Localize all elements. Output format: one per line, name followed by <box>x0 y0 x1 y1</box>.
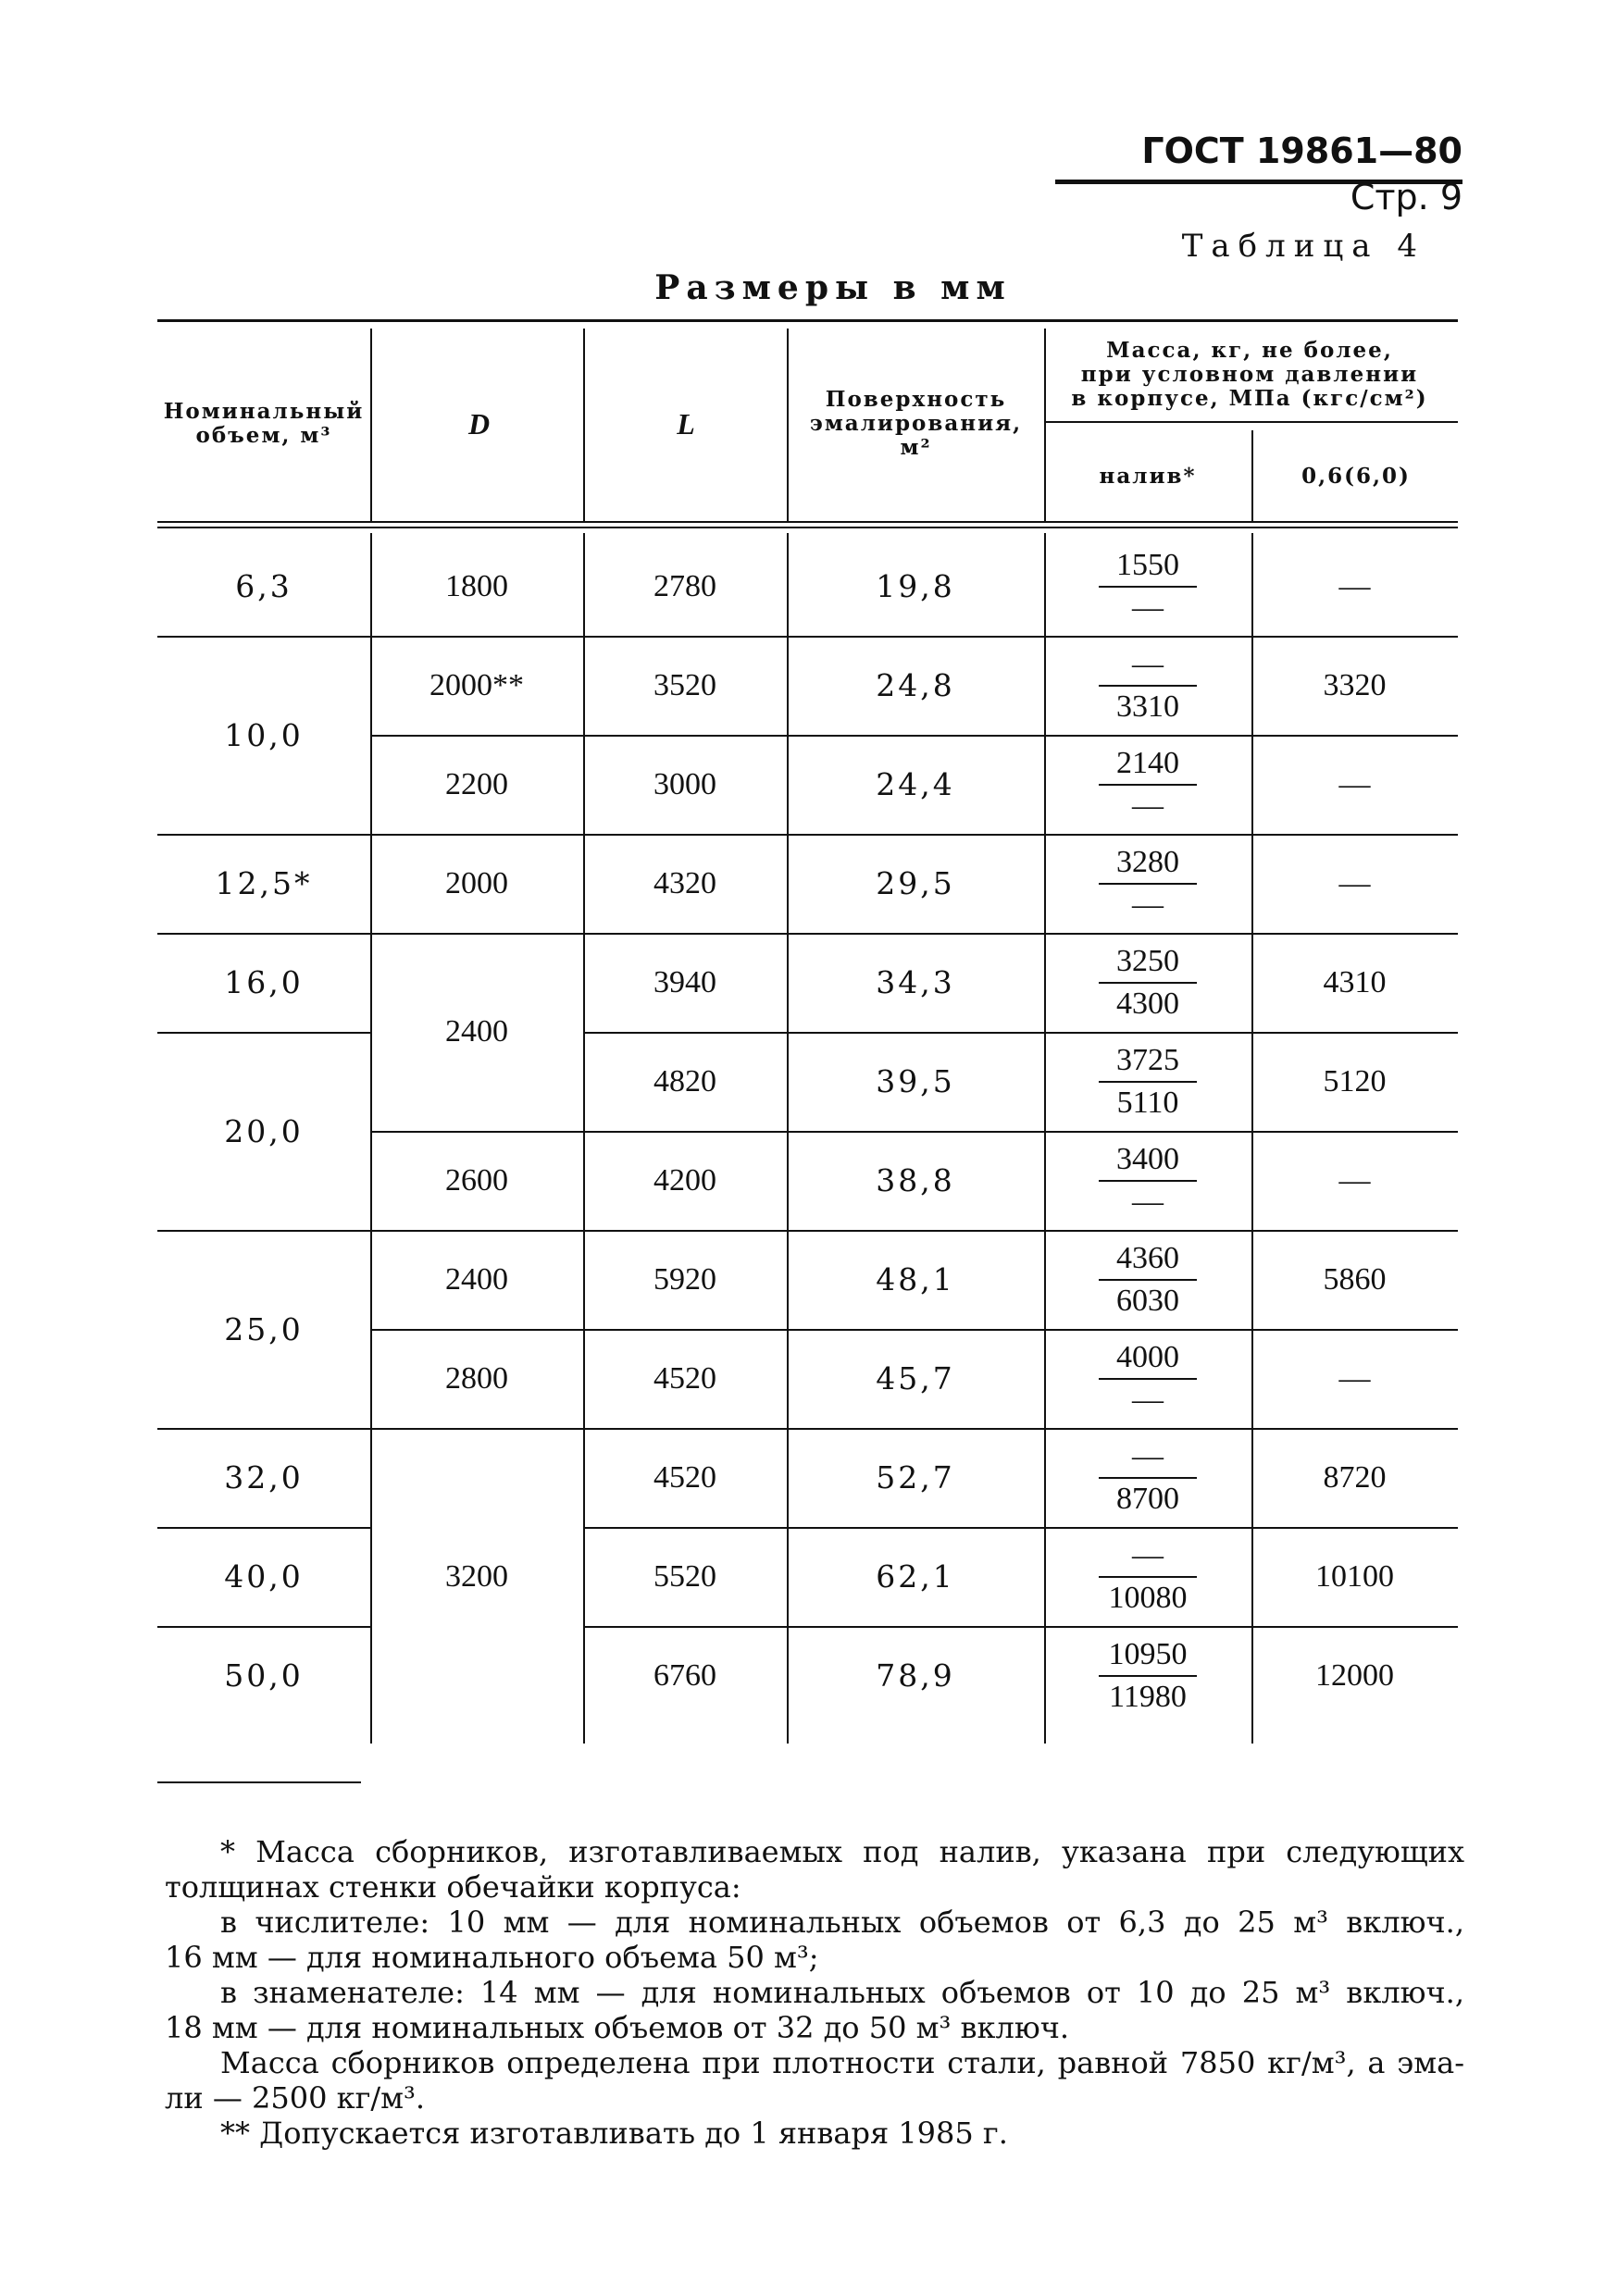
fraction-bar <box>1099 685 1197 687</box>
mass-pour-numerator: 3400 <box>1116 1141 1179 1176</box>
header-mass: Масса, кг, не более, при условном давлении в корпусе, МПа (кгс/см²) <box>1071 338 1428 411</box>
header-surface: Поверхность эмалирования, м² <box>809 387 1023 460</box>
footnote-line: толщинах стенки обечайки корпуса: <box>165 1869 741 1905</box>
length-cell: 3940 <box>653 964 716 999</box>
surface-cell: 24,8 <box>876 667 955 703</box>
diameter-cell: 2200 <box>445 766 508 801</box>
mass-pour-denominator: 11980 <box>1109 1679 1187 1714</box>
mass-pour-numerator: 4000 <box>1116 1339 1179 1374</box>
table-top-rule <box>157 319 1458 322</box>
footnote-line: * Масса сборников, изготавливаемых под налив, указана при следующих <box>220 1834 1464 1869</box>
mass-pour-numerator: — <box>1132 646 1164 681</box>
diameter-cell: 2800 <box>445 1360 508 1396</box>
mass-pour-fraction <box>1044 1230 1251 1329</box>
mass-pour-denominator: — <box>1132 788 1164 823</box>
header-volume: Номинальный объем, м³ <box>163 399 365 448</box>
surface-cell: 48,1 <box>876 1261 955 1297</box>
mass-pressure-cell: 10100 <box>1315 1558 1394 1594</box>
header-l: L <box>677 406 695 441</box>
length-cell: 3520 <box>653 667 716 702</box>
diameter-cell: 2000** <box>429 667 524 702</box>
surface-cell: 38,8 <box>876 1162 955 1198</box>
header-bottom-rule-double <box>157 527 1458 528</box>
diameter-cell: 3200 <box>445 1558 508 1594</box>
header-column-rule <box>370 329 372 521</box>
mass-pour-fraction <box>1044 537 1251 636</box>
fraction-bar <box>1099 1675 1197 1677</box>
header-mass-pour: налив* <box>1099 464 1197 489</box>
footnotes <box>165 1834 1464 2151</box>
mass-pressure-cell: — <box>1338 865 1371 900</box>
length-cell: 2780 <box>653 568 716 603</box>
mass-pour-fraction <box>1044 1626 1251 1725</box>
mass-pour-denominator: 6030 <box>1116 1283 1179 1318</box>
length-cell: 4520 <box>653 1459 716 1495</box>
length-cell: 5520 <box>653 1558 716 1594</box>
surface-cell: 34,3 <box>876 964 955 1000</box>
fraction-bar <box>1099 1279 1197 1281</box>
volume-cell: 25,0 <box>224 1310 304 1347</box>
mass-pour-fraction <box>1044 735 1251 834</box>
mass-pour-denominator: 4300 <box>1116 986 1179 1021</box>
diameter-cell: 2400 <box>445 1261 508 1297</box>
mass-pressure-cell: — <box>1338 766 1371 801</box>
mass-pour-denominator: — <box>1132 590 1164 625</box>
mass-pour-numerator: 2140 <box>1116 745 1179 780</box>
mass-pour-denominator: 3310 <box>1116 689 1179 724</box>
header-column-rule <box>583 329 585 521</box>
mass-pour-fraction <box>1044 1527 1251 1626</box>
mass-pour-denominator: 10080 <box>1108 1580 1188 1615</box>
fraction-bar <box>1099 883 1197 885</box>
surface-cell: 24,4 <box>876 766 955 802</box>
mass-pressure-cell: 5860 <box>1323 1261 1387 1297</box>
length-cell: 4820 <box>653 1063 716 1098</box>
mass-pour-numerator: 4360 <box>1116 1240 1179 1275</box>
mass-pressure-cell: 12000 <box>1315 1657 1394 1693</box>
volume-cell: 20,0 <box>224 1112 304 1149</box>
mass-pour-numerator: — <box>1132 1438 1164 1473</box>
diameter-cell: 2400 <box>445 1014 508 1049</box>
diameter-cell: 2000 <box>445 865 508 900</box>
header-column-rule <box>1044 329 1046 521</box>
footnote-line: 16 мм — для номинального объема 50 м³; <box>165 1940 819 1975</box>
mass-pour-denominator: — <box>1132 887 1164 922</box>
mass-pour-denominator: 8700 <box>1116 1481 1179 1516</box>
footnote-line: в знаменателе: 14 мм — для номинальных объемов от 10 до 25 м³ включ., <box>220 1975 1464 2010</box>
header-mass-rule <box>1044 421 1458 423</box>
mass-pour-fraction <box>1044 933 1251 1032</box>
length-cell: 4200 <box>653 1162 716 1198</box>
header-mass-pressure: 0,6(6,0) <box>1301 464 1411 489</box>
page-number: Стр. 9 <box>1350 177 1462 217</box>
mass-pour-numerator: 3725 <box>1116 1042 1179 1077</box>
volume-cell: 6,3 <box>235 568 292 604</box>
page-header <box>1055 128 1462 217</box>
volume-cell: 40,0 <box>224 1558 304 1595</box>
fraction-bar <box>1099 784 1197 786</box>
diameter-cell: 1800 <box>445 568 508 603</box>
footnote-line: в числителе: 10 мм — для номинальных объемов от 6,3 до 25 м³ включ., <box>220 1905 1464 1940</box>
fraction-bar <box>1099 982 1197 984</box>
volume-cell: 32,0 <box>224 1459 304 1496</box>
length-cell: 4520 <box>653 1360 716 1396</box>
mass-pressure-cell: — <box>1338 1360 1371 1396</box>
mass-pressure-cell: — <box>1338 1162 1371 1198</box>
mass-pour-fraction <box>1044 636 1251 735</box>
diameter-cell: 2600 <box>445 1162 508 1198</box>
volume-cell: 10,0 <box>224 716 304 753</box>
volume-cell: 16,0 <box>224 964 304 1000</box>
mass-pour-fraction <box>1044 1428 1251 1527</box>
header-d: D <box>467 406 491 441</box>
mass-pour-numerator: — <box>1132 1537 1164 1572</box>
mass-pour-denominator: — <box>1132 1184 1164 1219</box>
length-cell: 3000 <box>653 766 716 801</box>
length-cell: 5920 <box>653 1261 716 1297</box>
footnote-line: ** Допускается изготавливать до 1 января 1985 г. <box>220 2116 1008 2151</box>
mass-pour-numerator: 3250 <box>1116 943 1179 978</box>
length-cell: 6760 <box>653 1657 716 1693</box>
units-caption: Размеры в мм <box>654 268 1012 307</box>
volume-cell: 12,5* <box>215 865 313 901</box>
mass-pour-numerator: 3280 <box>1116 844 1179 879</box>
fraction-bar <box>1099 1477 1197 1479</box>
mass-pressure-cell: 5120 <box>1323 1063 1387 1098</box>
mass-pour-fraction <box>1044 1032 1251 1131</box>
fraction-bar <box>1099 1081 1197 1083</box>
surface-cell: 78,9 <box>876 1657 955 1694</box>
mass-pour-denominator: 5110 <box>1116 1085 1179 1120</box>
mass-pressure-cell: 3320 <box>1323 667 1387 702</box>
standard-number: ГОСТ 19861—80 <box>1141 130 1462 171</box>
mass-pour-fraction <box>1044 1329 1251 1428</box>
fraction-bar <box>1099 1180 1197 1182</box>
header-column-rule <box>1251 430 1253 521</box>
mass-pressure-cell: 8720 <box>1323 1459 1387 1495</box>
fraction-bar <box>1099 586 1197 588</box>
mass-pressure-cell: 4310 <box>1323 964 1387 999</box>
mass-pour-fraction <box>1044 1131 1251 1230</box>
fraction-bar <box>1099 1378 1197 1380</box>
fraction-bar <box>1099 1576 1197 1578</box>
surface-cell: 39,5 <box>876 1063 955 1099</box>
mass-pour-numerator: 1550 <box>1116 547 1179 582</box>
surface-cell: 62,1 <box>876 1558 955 1595</box>
header-column-rule <box>787 329 789 521</box>
footnote-line: ли — 2500 кг/м³. <box>165 2080 426 2116</box>
surface-cell: 45,7 <box>876 1360 955 1396</box>
surface-cell: 19,8 <box>876 568 955 604</box>
surface-cell: 52,7 <box>876 1459 955 1496</box>
mass-pour-denominator: — <box>1132 1382 1164 1417</box>
footnote-rule <box>157 1781 361 1783</box>
table-number: Таблица 4 <box>1181 228 1425 265</box>
header-bottom-rule <box>157 521 1458 523</box>
mass-pressure-cell: — <box>1338 568 1371 603</box>
length-cell: 4320 <box>653 865 716 900</box>
footnote-line: Масса сборников определена при плотности стали, равной 7850 кг/м³, а эма- <box>220 2045 1464 2080</box>
surface-cell: 29,5 <box>876 865 955 901</box>
volume-cell: 50,0 <box>224 1657 304 1694</box>
mass-pour-numerator: 10950 <box>1108 1636 1188 1671</box>
mass-pour-fraction <box>1044 834 1251 933</box>
footnote-line: 18 мм — для номинальных объемов от 32 до 50 м³ включ. <box>165 2010 1070 2045</box>
